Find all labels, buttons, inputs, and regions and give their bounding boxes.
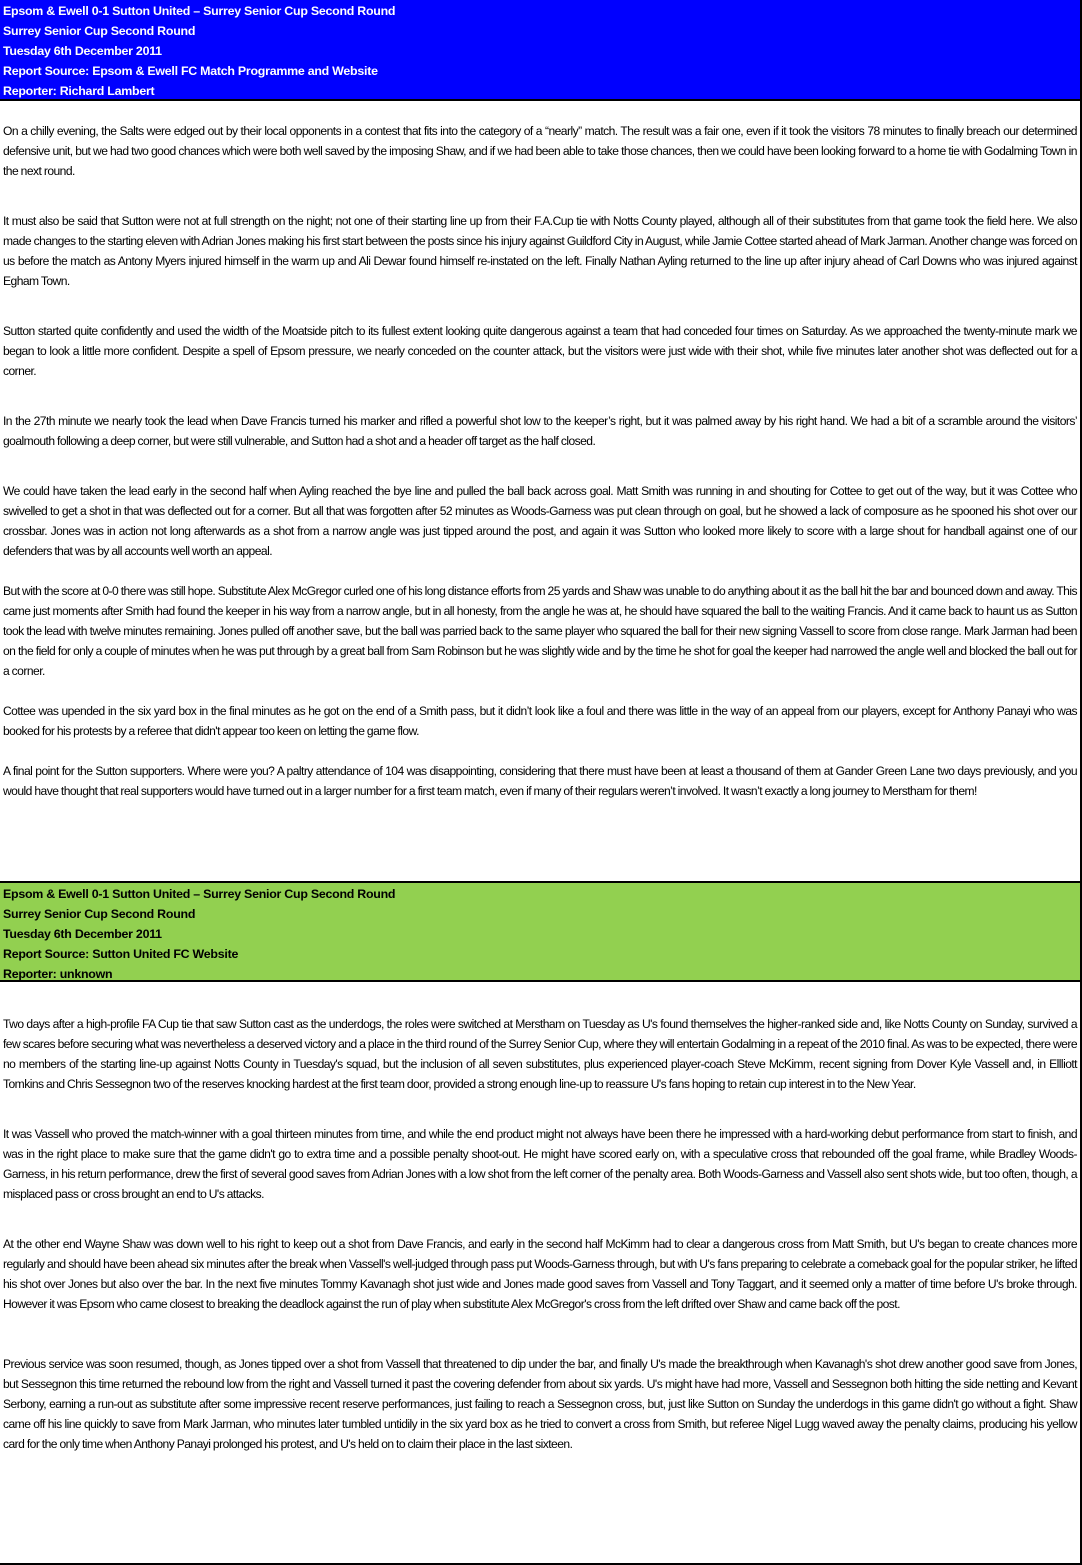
competition: Surrey Senior Cup Second Round — [3, 907, 196, 921]
match-title: Epsom & Ewell 0-1 Sutton United – Surrey Senior Cup Second Round — [3, 887, 396, 901]
reporter: Reporter: unknown — [3, 967, 113, 981]
paragraph: On a chilly evening, the Salts were edged out by their local opponents in a contest that fits into the category of a “nearly” match. The result was a fair one, even if it took the visitors 78 minutes to finally breach our determined defensive unit, but we had two good chances which were both well saved by the imposing Shaw, and if we had been able to take those chances, then we could have been looking forward to a home tie with Godalming Town in the next round. — [3, 124, 1077, 178]
paragraph: It must also be said that Sutton were not at full strength on the night; not one of their starting line up from their F.A.Cup tie with Notts County played, although all of their substitutes from that game took the field here. We also made changes to the starting eleven with Adrian Jones making his first start between the posts since his injury against Guildford City in August, while Jamie Cottee started ahead of Mark Jarman. Another change was forced on us before the match as Antony Myers injured himself in the warm up and Ali Dewar found himself re-instated on the left. Finally Nathan Ayling returned to the line up after injury ahead of Carl Downs who was injured against Egham Town. — [3, 214, 1077, 288]
match-title: Epsom & Ewell 0-1 Sutton United – Surrey Senior Cup Second Round — [3, 4, 396, 18]
paragraph: We could have taken the lead early in the second half when Ayling reached the bye line and pulled the ball back across goal. Matt Smith was running in and shouting for Cottee to get out of the way, but it was Cottee who swivelled to get a shot in that was deflected out for a corner. But all that was forgotten after 52 minutes as Woods-Garness was put clean through on goal, but he showed a lack of composure as he spooned his shot over our crossbar. Jones was in action not long afterwards as a shot from a narrow angle was just tipped around the post, and again it was Sutton who looked more likely to score with a large shout for handball against one of our defenders that was by all accounts well worth an appeal. — [3, 484, 1077, 558]
report-source: Report Source: Sutton United FC Website — [3, 947, 239, 961]
paragraph: It was Vassell who proved the match-winner with a goal thirteen minutes from time, and while the end product might not always have been there he impressed with a hard-working debut performance from start to finish, and was in the right place to make sure that the game didn't go to extra time and a possible penalty shoot-out. He might have scored early on, with a speculative cross that rebounded off the goal frame, while Bradley Woods-Garness, in his return performance, drew the first of several good saves from Adrian Jones with a low shot from the left corner of the penalty area. Both Woods-Garness and Vassell also sent shots wide, but too often, though, a misplaced pass or cross brought an end to U's attacks. — [3, 1127, 1077, 1201]
match-date: Tuesday 6th December 2011 — [3, 44, 162, 58]
paragraph: In the 27th minute we nearly took the lead when Dave Francis turned his marker and rifled a powerful shot low to the keeper’s right, but it was palmed away by his right hand. We had a bit of a scramble around the visitors’ goalmouth following a deep corner, but were still vulnerable, and Sutton had a shot and a header off target as the half closed. — [3, 414, 1077, 448]
paragraph: A final point for the Sutton supporters. Where were you? A paltry attendance of 104 was disappointing, considering that there must have been at least a thousand of them at Gander Green Lane two days previously, and you would have thought that real supporters would have turned out in a larger number for a first team match, even if many of their regulars weren’t involved. It wasn’t exactly a long journey to Merstham for them! — [3, 764, 1077, 798]
paragraph: Previous service was soon resumed, though, as Jones tipped over a shot from Vassell that threatened to dip under the bar, and finally U's made the breakthrough when Kavanagh's shot drew another good save from Jones, but Sessegnon this time returned the rebound low from the right and Vassell turned it past the covering defender from about six yards. U's might have had more, Vassell and Sessegnon both hitting the side netting and Kevant Serbony, earning a run-out as substitute after some impressive recent reserve performances, just failing to reach a Sessegnon cross, but, just like Sutton on Sunday the underdogs in this game didn't go without a fight. Shaw came off his line quickly to save from Mark Jarman, who minutes later tumbled untidily in the six yard box as he tried to convert a cross from Smith, but referee Nigel Lugg waved away the penalty claims, producing his yellow card for the only time when Anthony Panayi prolonged his protest, and U's held on to claim their place in the last sixteen. — [3, 1357, 1077, 1451]
paragraph: But with the score at 0-0 there was still hope. Substitute Alex McGregor curled one of his long distance efforts from 25 yards and Shaw was unable to do anything about it as the ball hit the bar and bounced down and away. This came just moments after Smith had found the keeper in his way from a narrow angle, but in all honesty, from the angle he was at, he should have squared the ball to the waiting Francis. And it came back to haunt us as Sutton took the lead with twelve minutes remaining. Jones pulled off another save, but the ball was parried back to the same player who squared the ball for their new signing Vassell to score from close range. Mark Jarman had been on the field for only a couple of minutes when he was put through by a great ball from Sam Robinson but he was slightly wide and by the time he shot for goal the keeper had narrowed the angle well and blocked the ball out for a corner. — [3, 584, 1077, 678]
report-sutton-website — [0, 881, 1080, 1454]
reporter: Reporter: Richard Lambert — [3, 84, 155, 98]
paragraph: Cottee was upended in the six yard box in the final minutes as he got on the end of a Smith pass, but it didn’t look like a foul and there was little in the way of an appeal from our players, except for Anthony Panayi who was booked for his protests by a referee that didn't appear too keen on letting the game flow. — [3, 704, 1077, 738]
report-header-blue — [0, 0, 1080, 101]
competition: Surrey Senior Cup Second Round — [3, 24, 196, 38]
paragraph: Two days after a high-profile FA Cup tie that saw Sutton cast as the underdogs, the roles were switched at Merstham on Tuesday as U's found themselves the higher-ranked side and, like Notts County on Sunday, survived a few scares before securing what was nevertheless a deserved victory and a place in the third round of the Surrey Senior Cup, where they will entertain Godalming in a repeat of the 2010 final. As was to be expected, there were no members of the starting line-up against Notts County in Tuesday's squad, but the inclusion of all seven substitutes, plus experienced player-coach Steve McKimm, recent signing from Dover Kyle Vassell and, in Ellliott Tomkins and Chris Sessegnon two of the reserves knocking hardest at the first team door, provided a strong enough line-up to reassure U's fans hoping to retain cup interest in to the New Year. — [3, 1017, 1077, 1091]
report-body — [0, 121, 1080, 801]
match-date: Tuesday 6th December 2011 — [3, 927, 162, 941]
report-header-green — [0, 881, 1080, 982]
paragraph: At the other end Wayne Shaw was down well to his right to keep out a shot from Dave Francis, and early in the second half McKimm had to clear a dangerous cross from Matt Smith, but U's began to create chances more regularly and should have been ahead six minutes after the break when Vassell's well-judged through pass put Woods-Garness through, but with U's fans preparing to celebrate a comeback goal for the popular striker, he lifted his shot over Jones but also over the bar. In the next five minutes Tommy Kavanagh shot just wide and Jones made good saves from Vassell and Tony Taggart, and it seemed only a matter of time before U's broke through. However it was Epsom who came closest to breaking the deadlock against the run of play when substitute Alex McGregor's cross from the left drifted over Shaw and came back off the post. — [3, 1237, 1077, 1311]
report-source: Report Source: Epsom & Ewell FC Match Programme and Website — [3, 64, 378, 78]
report-body — [0, 1014, 1080, 1454]
paragraph: Sutton started quite confidently and used the width of the Moatside pitch to its fullest extent looking quite dangerous against a team that had conceded four times on Saturday. As we approached the twenty-minute mark we began to look a little more confident. Despite a spell of Epsom pressure, we nearly conceded on the counter attack, but the visitors were just wide with their shot, while five minutes later another shot was deflected out for a corner. — [3, 324, 1077, 378]
